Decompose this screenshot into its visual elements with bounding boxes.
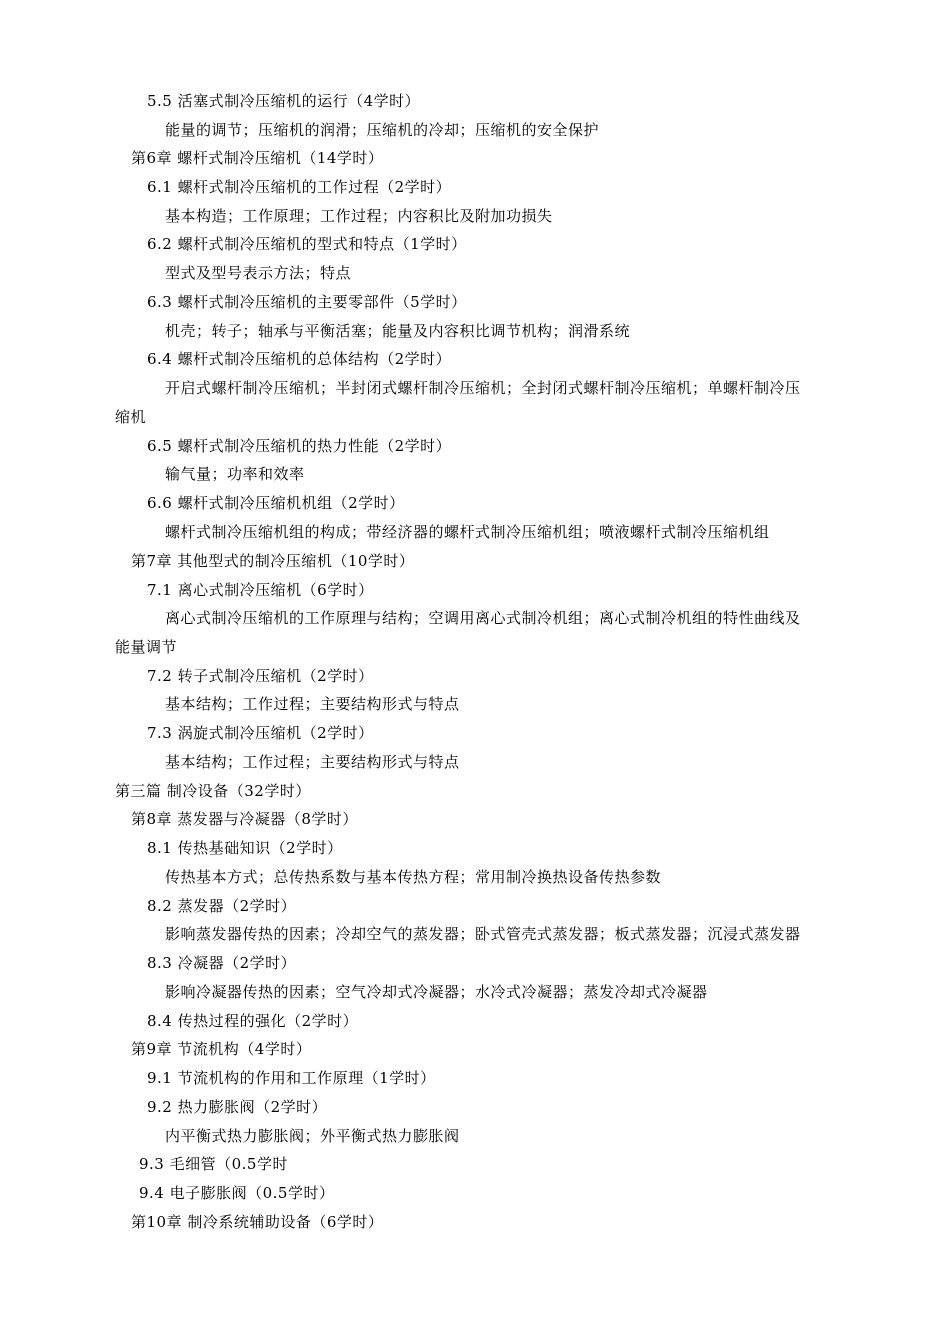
chapter-heading-7: 第7章 其他型式的制冷压缩机（10学时）	[131, 552, 415, 570]
section-heading-8-4: 8.4 传热过程的强化（2学时）	[147, 1012, 359, 1030]
section-body: 能量的调节；压缩机的润滑；压缩机的冷却；压缩机的安全保护	[165, 121, 600, 139]
section-body: 基本结构；工作过程；主要结构形式与特点	[165, 753, 460, 771]
part-heading-3: 第三篇 制冷设备（32学时）	[115, 782, 311, 800]
section-heading-9-1: 9.1 节流机构的作用和工作原理（1学时）	[147, 1069, 436, 1087]
section-body: 离心式制冷压缩机的工作原理与结构；空调用离心式制冷机组；离心式制冷机组的特性曲线及	[165, 609, 801, 627]
section-heading-6-5: 6.5 螺杆式制冷压缩机的热力性能（2学时）	[147, 437, 452, 455]
section-heading-6-2: 6.2 螺杆式制冷压缩机的型式和特点（1学时）	[147, 235, 467, 253]
section-heading-6-3: 6.3 螺杆式制冷压缩机的主要零部件（5学时）	[147, 293, 467, 311]
section-heading-9-3: 9.3 毛细管（0.5学时	[139, 1155, 288, 1173]
section-body: 螺杆式制冷压缩机组的构成；带经济器的螺杆式制冷压缩机组；喷液螺杆式制冷压缩机组	[165, 523, 770, 541]
section-heading-6-1: 6.1 螺杆式制冷压缩机的工作过程（2学时）	[147, 178, 452, 196]
chapter-heading-8: 第8章 蒸发器与冷凝器（8学时）	[131, 810, 358, 828]
section-heading-6-4: 6.4 螺杆式制冷压缩机的总体结构（2学时）	[147, 350, 452, 368]
section-heading-8-2: 8.2 蒸发器（2学时）	[147, 897, 297, 915]
section-body: 内平衡式热力膨胀阀；外平衡式热力膨胀阀	[165, 1127, 460, 1145]
section-heading-8-1: 8.1 传热基础知识（2学时）	[147, 839, 343, 857]
section-heading-5-5: 5.5 活塞式制冷压缩机的运行（4学时）	[147, 92, 421, 110]
section-body: 机壳；转子；轴承与平衡活塞；能量及内容积比调节机构；润滑系统	[165, 322, 631, 340]
section-heading-7-1: 7.1 离心式制冷压缩机（6学时）	[147, 581, 374, 599]
section-body: 影响蒸发器传热的因素；冷却空气的蒸发器；卧式管壳式蒸发器；板式蒸发器；沉浸式蒸发器	[165, 925, 801, 943]
section-body: 影响冷凝器传热的因素；空气冷却式冷凝器；水冷式冷凝器；蒸发冷却式冷凝器	[165, 983, 708, 1001]
chapter-heading-9: 第9章 节流机构（4学时）	[131, 1040, 312, 1058]
section-heading-8-3: 8.3 冷凝器（2学时）	[147, 954, 297, 972]
section-body: 输气量；功率和效率	[165, 465, 305, 483]
chapter-heading-10: 第10章 制冷系统辅助设备（6学时）	[131, 1213, 384, 1231]
section-body: 型式及型号表示方法；特点	[165, 264, 352, 282]
section-body: 基本构造；工作原理；工作过程；内容积比及附加功损失	[165, 207, 553, 225]
chapter-heading-6: 第6章 螺杆式制冷压缩机（14学时）	[131, 149, 384, 167]
section-body: 基本结构；工作过程；主要结构形式与特点	[165, 695, 460, 713]
section-heading-7-3: 7.3 涡旋式制冷压缩机（2学时）	[147, 724, 374, 742]
section-body-continuation: 缩机	[115, 408, 147, 426]
section-heading-9-2: 9.2 热力膨胀阀（2学时）	[147, 1098, 328, 1116]
section-body-continuation: 能量调节	[115, 638, 178, 656]
section-heading-6-6: 6.6 螺杆式制冷压缩机机组（2学时）	[147, 494, 405, 512]
section-body: 传热基本方式；总传热系数与基本传热方程；常用制冷换热设备传热参数	[165, 868, 662, 886]
section-heading-7-2: 7.2 转子式制冷压缩机（2学时）	[147, 667, 374, 685]
section-heading-9-4: 9.4 电子膨胀阀（0.5学时）	[139, 1184, 335, 1202]
section-body: 开启式螺杆制冷压缩机；半封闭式螺杆制冷压缩机；全封闭式螺杆制冷压缩机；单螺杆制冷压	[165, 379, 801, 397]
